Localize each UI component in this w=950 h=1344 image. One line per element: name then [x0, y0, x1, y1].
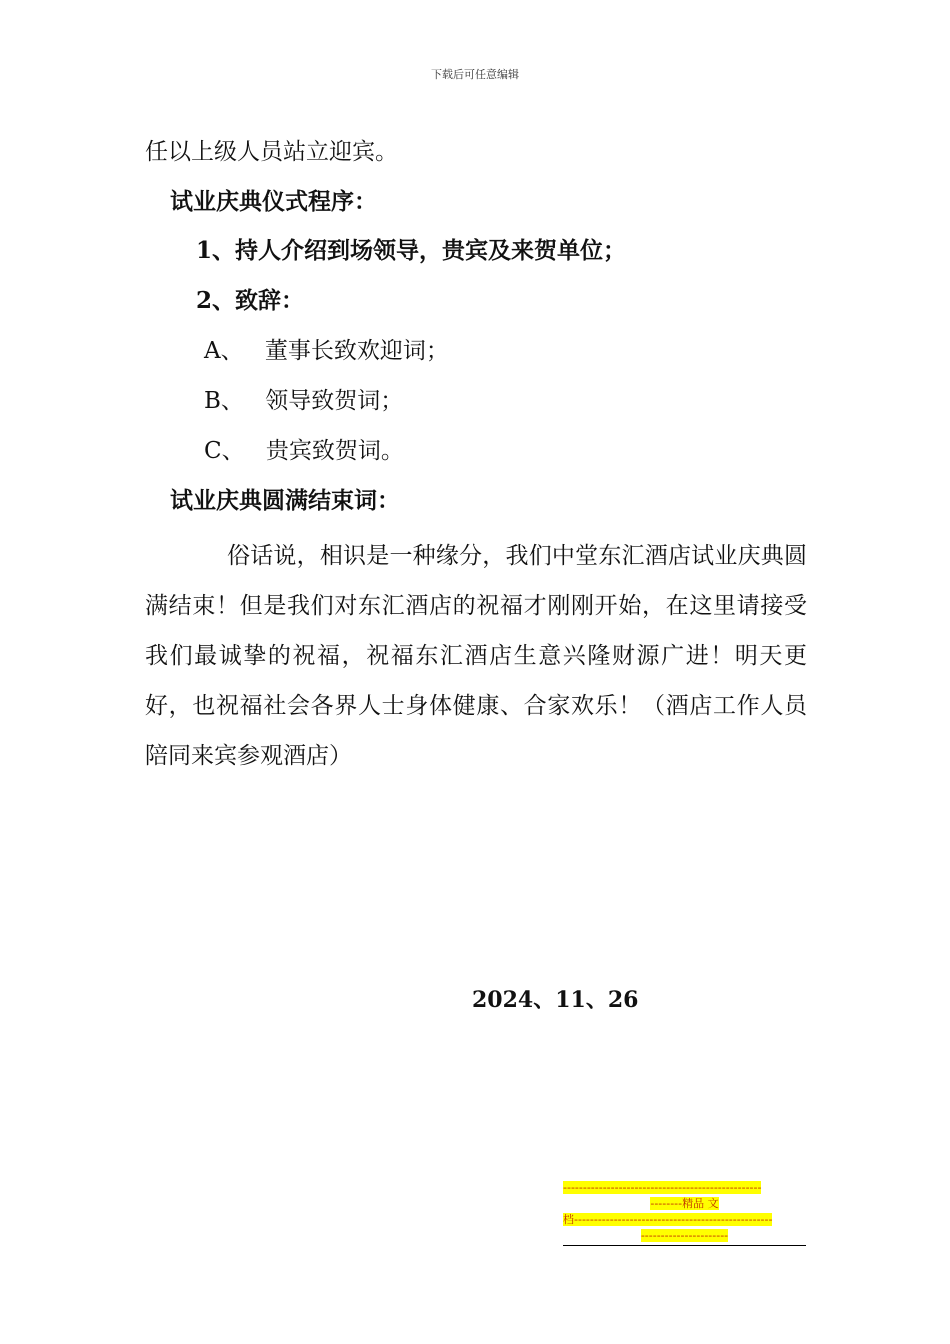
- closing-paragraph: 俗话说，相识是一种缘分，我们中堂东汇酒店试业庆典圆满结束！但是我们对东汇酒店的祝福才刚刚开始，在这里请接受我们最诚挚的祝福，祝福东汇酒店生意兴隆财源广进！明天更好，也祝福社会各界人士身体健康、合家欢乐！（酒店工作人员陪同来宾参观酒店）: [145, 543, 807, 769]
- stamp-line-1: --------------------------------------------------: [563, 1181, 762, 1194]
- footer-rule: [563, 1245, 806, 1246]
- section-heading-program: 试业庆典仪式程序：: [170, 188, 377, 215]
- section-heading-closing: 试业庆典圆满结束词：: [170, 487, 400, 514]
- program-subitem-c: C、 贵宾致贺词。: [204, 438, 404, 464]
- text-line-continuation: 任以上级人员站立迎宾。: [145, 139, 398, 165]
- stamp-line-4: ----------------------: [640, 1229, 729, 1242]
- program-item-1: 1、持人介绍到场领导，贵宾及来贺单位；: [196, 237, 627, 264]
- document-date: 2024、11、26: [472, 987, 639, 1013]
- program-subitem-a: A、 董事长致欢迎词；: [204, 338, 449, 364]
- stamp-line-3: 档--------------------------------------------------: [563, 1213, 773, 1226]
- program-item-2: 2、致辞：: [196, 287, 305, 314]
- stamp-line-2: --------精品 文: [650, 1197, 719, 1210]
- program-subitem-b: B、 领导致贺词；: [204, 388, 404, 414]
- page-header: 下载后可任意编辑: [431, 68, 519, 81]
- footer-stamp: [563, 1180, 806, 1244]
